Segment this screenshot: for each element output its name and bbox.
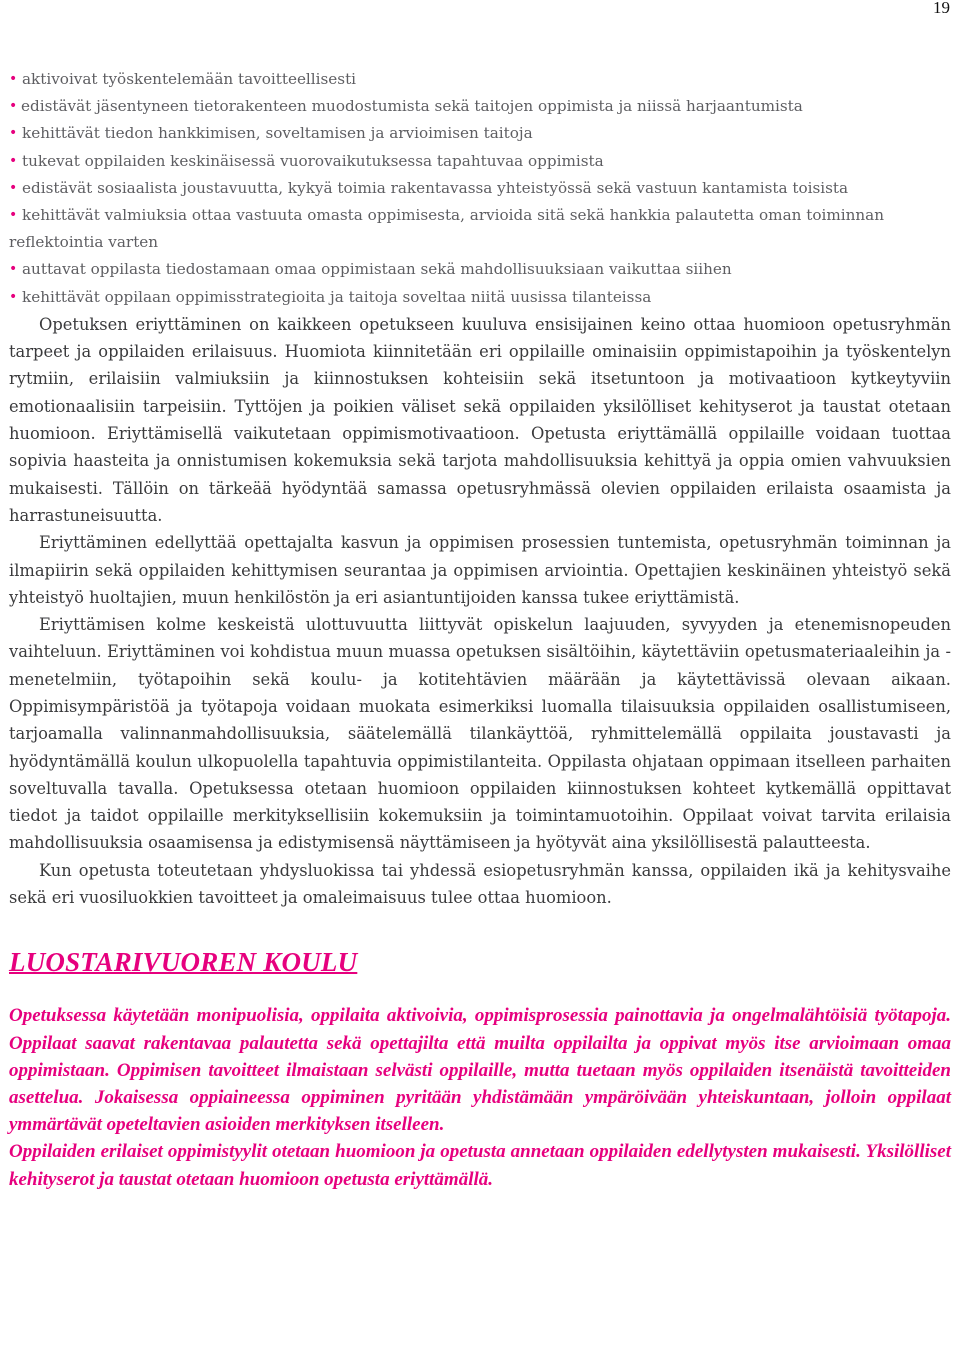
list-item: • kehittävät oppilaan oppimisstrategioita ja taitoja soveltaa niitä uusissa tilanteissa	[9, 284, 951, 311]
list-item: • edistävät jäsentyneen tietorakenteen muodostumista sekä taitojen oppimista ja niissä harjaantumista	[9, 93, 951, 120]
list-item: • kehittävät tiedon hankkimisen, soveltamisen ja arvioimisen taitoja	[9, 120, 951, 147]
paragraph: Eriyttämisen kolme keskeistä ulottuvuutta liittyvät opiskelun laajuuden, syvyyden ja etenemisnopeuden vaihteluun. Eriyttäminen voi kohdistua muun muassa opetuksen sisältöihin, käytettäviin opetusmateriaaleihin ja -menetelmiin, työtapoihin sekä koulu- ja kotitehtävien määrään ja käytettävissä olevaan aikaan. Oppimisympäristöä ja työtapoja voidaan muokata esimerkiksi luomalla tilaisuuksia oppilaiden osallistumiseen, tarjoamalla valinnanmahdollisuuksia, säätelemällä tilankäyttöä, ryhmittelemällä oppilaita joustavasti ja hyödyntämällä koulun ulkopuolella tapahtuvia oppimistilanteita. Oppilasta ohjataan oppimaan itselleen parhaiten soveltuvalla tavalla. Opetuksessa otetaan huomioon oppilaiden kiinnostuksen kohteet kytkemällä oppittavat tiedot ja taidot oppilaille merkityksellisiin kokemuksiin ja toimintamuotoihin. Oppilaat voivat tarvita erilaisia mahdollisuuksia osaamisensa ja edistymisensä näyttämiseen ja hyötyvät aina yksilöllisestä palautteesta.	[9, 615, 951, 853]
paragraph: Eriyttäminen edellyttää opettajalta kasvun ja oppimisen prosessien tuntemista, opetusryhmän toiminnan ja ilmapiirin sekä oppilaiden kehittymisen seurantaa ja oppimisen arviointia. Opettajien keskinäinen yhteistyö sekä yhteistyö huoltajien, muun henkilöstön ja eri asiantuntijoiden kanssa tukee eriyttämistä.	[9, 533, 951, 607]
list-item: • edistävät sosiaalista joustavuutta, kykyä toimia rakentavassa yhteistyössä sekä vastuun kantamista toisista	[9, 175, 951, 202]
summary-paragraph: Oppilaiden erilaiset oppimistyylit otetaan huomioon ja opetusta annetaan oppilaiden edellytysten mukaisesti. Yksilölliset kehityserot ja taustat otetaan huomioon opetusta eriyttämällä.	[9, 1141, 951, 1190]
list-item: • auttavat oppilasta tiedostamaan omaa oppimistaan sekä mahdollisuuksiaan vaikuttaa siihen	[9, 256, 951, 283]
section-title: LUOSTARIVUOREN KOULU	[9, 947, 358, 978]
list-item: • tukevat oppilaiden keskinäisessä vuorovaikutuksessa tapahtuvaa oppimista	[9, 148, 951, 175]
summary-paragraph: Opetuksessa käytetään monipuolisia, oppilaita aktivoivia, oppimisprosessia painottavia ja ongelmalähtöisiä työtapoja. Oppilaat saavat rakentavaa palautetta sekä opettajilta että muilta oppilailta ja oppivat myös itse arvioimaan omaa oppimistaan. Oppimisen tavoitteet ilmaistaan selvästi oppilaille, mutta tuetaan myös oppilaiden itsenäistä tavoitteiden asettelua. Jokaisessa oppiaineessa oppiminen pyritään yhdistämään ympäröivään yhteiskuntaan, jolloin oppilaat ymmärtävät opeteltavien asioiden merkityksen itselleen.	[9, 1005, 951, 1136]
bullet-list	[9, 66, 951, 311]
body-text	[9, 311, 951, 912]
paragraph: Kun opetusta toteutetaan yhdysluokissa tai yhdessä esiopetusryhmän kanssa, oppilaiden ikä ja kehitysvaihe sekä eri vuosiluokkien tavoitteet ja omaleimaisuus tulee ottaa huomioon.	[9, 860, 951, 908]
school-summary	[9, 1002, 951, 1192]
list-item: • kehittävät valmiuksia ottaa vastuuta omasta oppimisesta, arvioida sitä sekä hankkia palautetta oman toiminnan reflektointia varten	[9, 202, 951, 256]
paragraph: Opetuksen eriyttäminen on kaikkeen opetukseen kuuluva ensisijainen keino ottaa huomioon opetusryhmän tarpeet ja oppilaiden erilaisuus. Huomiota kiinnitetään eri oppilaille ominaisiin oppimistapoihin ja työskentelyn rytmiin, erilaisiin valmiuksiin ja kiinnostuksen kohteisiin sekä itsetuntoon ja motivaatioon kytkeytyviin emotionaalisiin tarpeisiin. Tyttöjen ja poikien väliset sekä oppilaiden yksilölliset kehityserot ja taustat otetaan huomioon. Eriyttämisellä vaikutetaan oppimismotivaatioon. Opetusta eriyttämällä oppilaille voidaan tuottaa sopivia haasteita ja onnistumisen kokemuksia sekä tarjota mahdollisuuksia kehittyä ja oppia omien vahvuuksien mukaisesti. Tällöin on tärkeää hyödyntää samassa opetusryhmässä olevien oppilaiden erilaista osaamista ja harrastuneisuutta.	[9, 314, 951, 525]
page-number: 19	[933, 0, 950, 17]
list-item: • aktivoivat työskentelemään tavoitteellisesti	[9, 66, 951, 93]
page-content	[9, 66, 951, 1193]
